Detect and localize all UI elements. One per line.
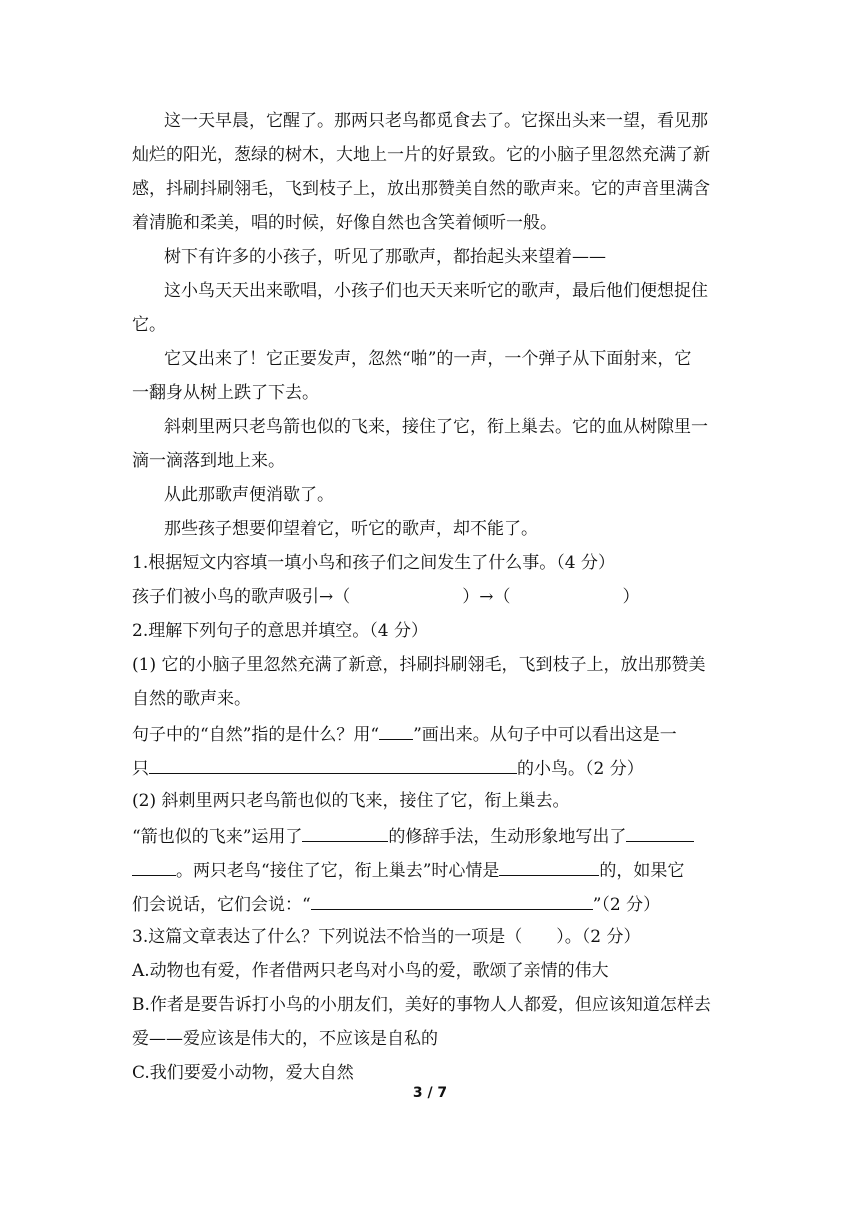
q2-s2-q-a: “箭也似的飞来”运用了: [132, 827, 303, 847]
passage-line: 那些孩子想要仰望着它，听它的歌声，却不能了。: [164, 519, 538, 539]
q2-s2-question-2: [132, 858, 684, 882]
q3-option-b-cont: 爱——爱应该是伟大的，不应该是自私的: [132, 1029, 438, 1049]
q2-s1-question-a: 句子中的“自然”指的是什么？用“: [132, 725, 380, 745]
q3-title-b: ）。（2 分）: [556, 927, 641, 947]
question-1-answer-line: [132, 586, 640, 608]
q2-answer-blank-2[interactable]: [302, 824, 388, 842]
q2-answer-blank-3[interactable]: [626, 824, 694, 842]
q2-s2-q2-b: 。两只老鸟“接住了它，衔上巢去”时心情是: [176, 861, 500, 881]
question-2-title: 2.理解下列句子的意思并填空。（4 分）: [132, 621, 428, 641]
q3-title-a: 3.这篇文章表达了什么？下列说法不恰当的一项是（: [132, 927, 523, 947]
q2-s2-q3-b: ”（2 分）: [592, 895, 661, 915]
passage-line: 斜刺里两只老鸟箭也似的飞来，接住了它，衔上巢去。它的血从树隙里一: [164, 417, 708, 437]
passage-line: 一翻身从树上跌了下去。: [132, 383, 319, 403]
q2-sentence-1-cont: 自然的歌声来。: [132, 689, 251, 709]
passage-line: 着清脆和柔美，唱的时候，好像自然也含笑着倾听一般。: [132, 213, 557, 233]
passage-line: 这一天早晨，它醒了。那两只老鸟都觅食去了。它探出头来一望，看见那: [164, 111, 708, 131]
passage-line: 这小鸟天天出来歌唱，小孩子们也天天来听它的歌声，最后他们便想捉住: [164, 281, 708, 301]
q2-sentence-2: (2) 斜刺里两只老鸟箭也似的飞来，接住了它，衔上巢去。: [132, 791, 570, 811]
passage-line: 它。: [132, 315, 166, 335]
q1-prefix: 孩子们被小鸟的歌声吸引→（: [132, 587, 351, 607]
q2-s1-q2-a: 只: [132, 759, 149, 779]
q2-sentence-1: (1) 它的小脑子里忽然充满了新意，抖刷抖刷翎毛，飞到枝子上，放出那赞美: [132, 655, 706, 675]
passage-line: 感，抖刷抖刷翎毛，飞到枝子上，放出那赞美自然的歌声来。它的声音里满含: [132, 179, 710, 199]
q2-s2-q2-c: 的，如果它: [599, 861, 685, 881]
q1-end: ）: [622, 587, 640, 607]
q2-s1-question-b: ”画出来。从句子中可以看出这是一: [413, 725, 677, 745]
passage-line: 它又出来了！它正要发声，忽然“啪”的一声，一个弹子从下面射来，它: [164, 349, 692, 369]
q2-answer-blank-1[interactable]: [149, 756, 517, 774]
q2-s2-q-b: 的修辞手法，生动形象地写出了: [388, 827, 627, 847]
q2-answer-blank-5[interactable]: [311, 892, 593, 910]
passage-line: 树下有许多的小孩子，听见了那歌声，都抬起头来望着——: [164, 247, 606, 267]
q2-s1-q2-b: 的小鸟。（2 分）: [517, 759, 644, 779]
q2-s1-question: [132, 722, 677, 746]
q2-s2-question: [132, 824, 694, 848]
q2-underline-sample: [379, 722, 413, 740]
passage-line: 滴一滴落到地上来。: [132, 451, 285, 471]
question-3-title: [132, 926, 640, 948]
q3-option-c[interactable]: C.我们要爱小动物，爱大自然: [132, 1063, 354, 1083]
question-1-title: 1.根据短文内容填一填小鸟和孩子们之间发生了什么事。（4 分）: [132, 553, 615, 573]
passage-line: 从此那歌声便消歇了。: [164, 485, 334, 505]
q2-s2-question-3: [132, 892, 660, 916]
q2-s1-question-2: [132, 756, 644, 780]
q1-mid: ）→（: [462, 587, 511, 607]
q3-option-a[interactable]: A.动物也有爱，作者借两只老鸟对小鸟的爱，歌颂了亲情的伟大: [132, 961, 609, 981]
q2-s2-q3-a: 们会说话，它们会说：“: [132, 895, 311, 915]
q2-answer-blank-3-cont[interactable]: [132, 858, 176, 876]
passage-line: 灿烂的阳光，葱绿的树木，大地上一片的好景致。它的小脑子里忽然充满了新: [132, 145, 710, 165]
page-number: 3 / 7: [412, 1085, 448, 1101]
q3-option-b[interactable]: B.作者是要告诉打小鸟的小朋友们，美好的事物人人都爱，但应该知道怎样去: [132, 995, 711, 1015]
q2-answer-blank-4[interactable]: [499, 858, 599, 876]
